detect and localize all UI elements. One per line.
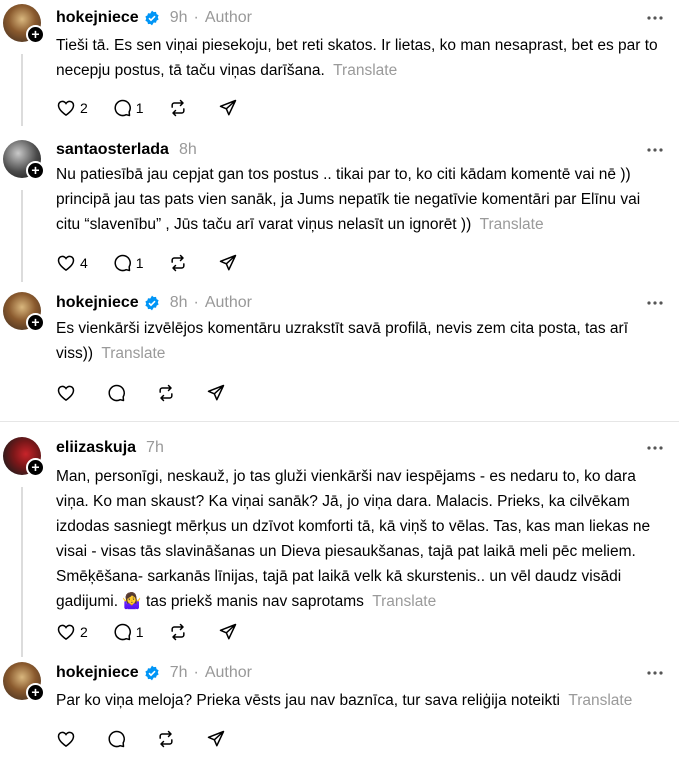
repost-button[interactable] [156, 383, 176, 403]
verified-badge-icon [144, 10, 160, 26]
action-bar [56, 252, 262, 274]
thread-line [21, 487, 23, 657]
send-icon [218, 98, 238, 118]
separator-dot: · [193, 9, 199, 26]
heart-icon [56, 729, 76, 749]
post-text [56, 162, 668, 237]
repost-icon [168, 253, 188, 273]
post-text-content: Par ko viņa meloja? Prieka vēsts jau nav baznīca, tur sava reliģija noteikti [56, 692, 560, 709]
heart-icon [56, 383, 76, 403]
more-options-icon[interactable] [647, 16, 663, 20]
post-text [56, 316, 668, 366]
verified-badge-icon [144, 295, 160, 311]
repost-button[interactable] [168, 622, 188, 642]
more-options-icon[interactable] [647, 301, 663, 305]
heart-icon [56, 98, 76, 118]
like-count: 4 [80, 255, 88, 271]
username[interactable]: hokejniece [56, 9, 139, 26]
separator-dot: · [193, 294, 199, 311]
translate-link[interactable]: Translate [568, 692, 633, 709]
follow-plus-icon[interactable]: + [26, 313, 45, 332]
comment-icon [106, 383, 126, 403]
heart-icon [56, 622, 76, 642]
thread-line [21, 54, 23, 126]
more-options-icon[interactable] [647, 446, 663, 450]
thread-line [21, 190, 23, 282]
reply-count: 1 [135, 100, 144, 116]
follow-plus-icon[interactable]: + [26, 458, 45, 477]
action-bar [56, 728, 250, 750]
send-icon [218, 622, 238, 642]
action-bar [56, 382, 250, 404]
action-bar [56, 97, 262, 119]
author-label: Author [204, 294, 252, 311]
post-text [56, 464, 668, 614]
avatar[interactable] [3, 437, 41, 475]
post-header [56, 437, 164, 459]
translate-link[interactable]: Translate [372, 593, 437, 610]
repost-icon [156, 383, 176, 403]
post-text-content: Es vienkārši izvēlējos komentāru uzrakstīt savā profilā, nevis zem cita posta, tas arī viss)) [56, 320, 629, 362]
avatar[interactable] [3, 140, 41, 178]
like-count: 2 [80, 100, 88, 116]
comment-icon [106, 729, 126, 749]
author-label: Author [204, 9, 252, 26]
like-button[interactable] [56, 622, 88, 642]
post-text [56, 688, 668, 713]
follow-plus-icon[interactable]: + [26, 25, 45, 44]
username[interactable]: santaosterlada [56, 141, 169, 158]
reply-button[interactable] [106, 729, 126, 749]
send-icon [206, 729, 226, 749]
author-label: Author [204, 664, 252, 681]
username[interactable]: hokejniece [56, 294, 139, 311]
comment-icon [112, 622, 132, 642]
thread-divider [0, 421, 679, 422]
post-header [56, 139, 197, 161]
send-icon [218, 253, 238, 273]
more-options-icon[interactable] [647, 671, 663, 675]
separator-dot: · [193, 664, 199, 681]
post-time[interactable]: 7h [169, 664, 188, 681]
post-header [56, 292, 252, 314]
like-button[interactable] [56, 98, 88, 118]
post-time[interactable]: 8h [178, 141, 197, 158]
reply-button[interactable] [112, 622, 144, 642]
follow-plus-icon[interactable]: + [26, 683, 45, 702]
heart-icon [56, 253, 76, 273]
comment-icon [112, 98, 132, 118]
share-button[interactable] [218, 98, 238, 118]
like-button[interactable] [56, 383, 76, 403]
follow-plus-icon[interactable]: + [26, 161, 45, 180]
share-button[interactable] [218, 253, 238, 273]
username[interactable]: hokejniece [56, 664, 139, 681]
action-bar [56, 621, 262, 643]
repost-button[interactable] [156, 729, 176, 749]
reply-count: 1 [135, 255, 144, 271]
reply-button[interactable] [112, 253, 144, 273]
comment-icon [112, 253, 132, 273]
share-button[interactable] [206, 383, 226, 403]
post-header [56, 7, 252, 29]
like-button[interactable] [56, 729, 76, 749]
translate-link[interactable]: Translate [333, 62, 398, 79]
post-text-content: Man, personīgi, neskauž, jo tas gluži vienkārši nav iespējams - es nedaru to, ko dara viņa. Ko man skaust? Ka viņai sanāk? Jā, jo viņa dara. Malacis. Prieks, ka cilvēkam izdodas sasniegt mērķus un dzīvot komforti tā, kā viņš to vēlas. Tas, kas man liekas ne visai - visas tās slavināšanas un Dieva piesaukšanas, tajā pat laikā meli pēc meliem. Smēķēšana- sarkanās līnijas, tajā pat laikā velk kā skurstenis.. un vēl daudz visādi gadijumi. 🤷‍♀️ tas priekš manis nav saprotams [56, 468, 651, 610]
like-button[interactable] [56, 253, 88, 273]
like-count: 2 [80, 624, 88, 640]
verified-badge-icon [144, 665, 160, 681]
more-options-icon[interactable] [647, 148, 663, 152]
post-time[interactable]: 9h [169, 9, 188, 26]
repost-button[interactable] [168, 253, 188, 273]
reply-count: 1 [135, 624, 144, 640]
post-text [56, 33, 668, 83]
post-text-content: Tieši tā. Es sen viņai piesekoju, bet reti skatos. Ir lietas, ko man nesaprast, bet es par to necepju postus, tā taču viņas darīšana. [56, 37, 658, 79]
share-button[interactable] [206, 729, 226, 749]
post-text-content: Nu patiesībā jau cepjat gan tos postus .. tikai par to, ko citi kādam komentē vai nē )) principā jau tas pats vien sanāk, ja Jums nepatīk tie negatīvie komentāri par Elīnu vai citu “slavenību” , Jūs taču arī varat viņus nelasīt un ignorēt )) [56, 166, 641, 233]
send-icon [206, 383, 226, 403]
repost-button[interactable] [168, 98, 188, 118]
post-time[interactable]: 7h [146, 439, 164, 456]
translate-link[interactable]: Translate [101, 345, 166, 362]
share-button[interactable] [218, 622, 238, 642]
reply-button[interactable] [112, 98, 144, 118]
avatar[interactable] [3, 4, 41, 42]
repost-icon [156, 729, 176, 749]
avatar[interactable] [3, 292, 41, 330]
post-header [56, 662, 252, 684]
repost-icon [168, 98, 188, 118]
reply-button[interactable] [106, 383, 126, 403]
translate-link[interactable]: Translate [479, 216, 544, 233]
repost-icon [168, 622, 188, 642]
post-time[interactable]: 8h [169, 294, 188, 311]
avatar[interactable] [3, 662, 41, 700]
username[interactable]: eliizaskuja [56, 439, 137, 456]
